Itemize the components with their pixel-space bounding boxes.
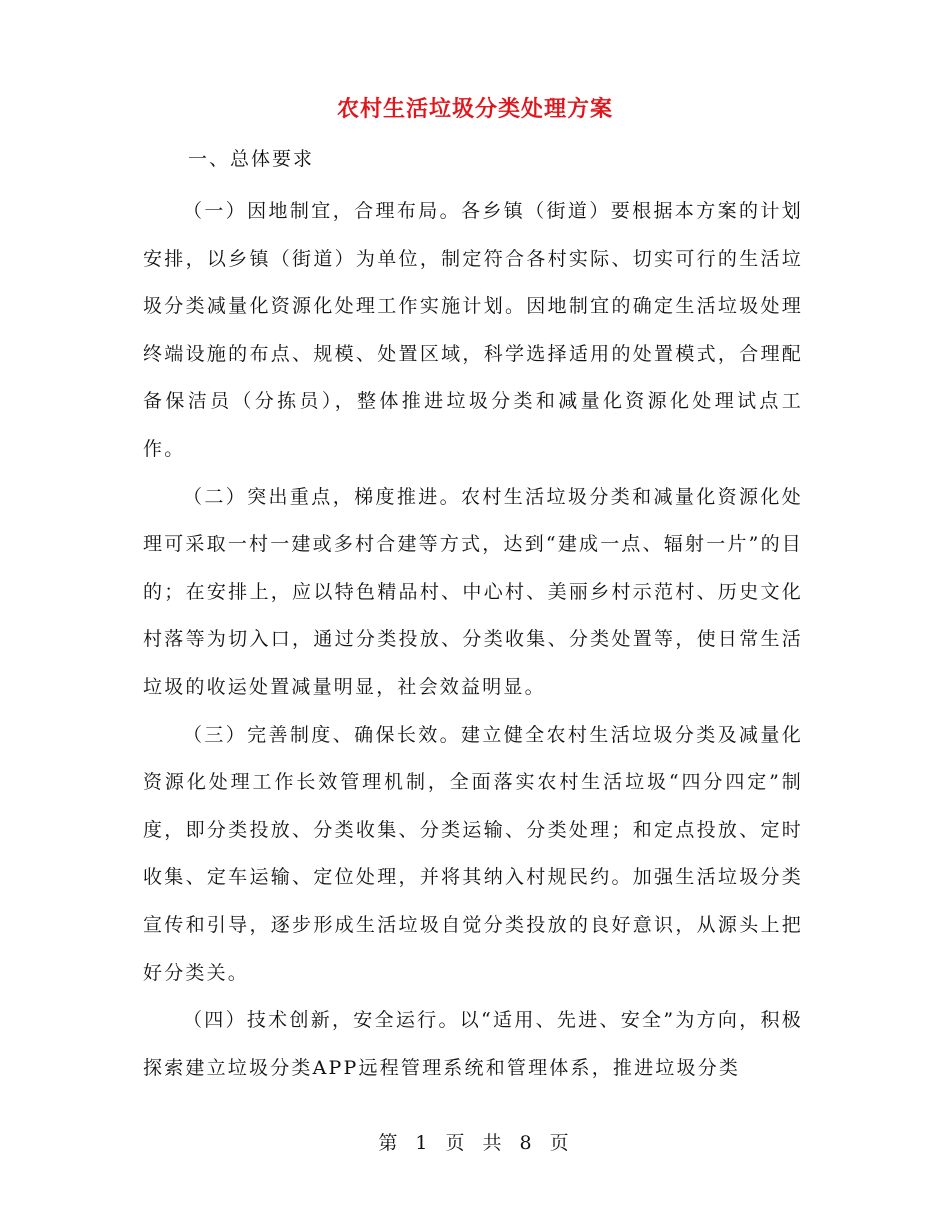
page-number-footer: 第 1 页 共 8 页 [378,1132,572,1154]
paragraph-4: （四）技术创新，安全运行。以“适用、先进、安全”为方向，积极探索建立垃圾分类APP远程管理系统和管理体系，推进垃圾分类 [143,1009,803,1079]
document-title: 农村生活垃圾分类处理方案 [336,96,613,122]
paragraph-1: （一）因地制宜，合理布局。各乡镇（街道）要根据本方案的计划安排，以乡镇（街道）为单位，制定符合各村实际、切实可行的生活垃圾分类减量化资源化处理工作实施计划。因地制宜的确定生活垃圾处理终端设施的布点、规模、处置区域，科学选择适用的处置模式，合理配备保洁员（分拣员），整体推进垃圾分类和减量化资源化处理试点工作。 [143,200,803,460]
section-heading: 一、总体要求 [188,148,315,170]
document-body [143,188,803,1092]
paragraph-3: （三）完善制度、确保长效。建立健全农村生活垃圾分类及减量化资源化处理工作长效管理机制，全面落实农村生活垃圾“四分四定”制度，即分类投放、分类收集、分类运输、分类处理；和定点投放、定时收集、定车运输、定位处理，并将其纳入村规民约。加强生活垃圾分类宣传和引导，逐步形成生活垃圾自觉分类投放的良好意识，从源头上把好分类关。 [143,723,803,984]
paragraph-2: （二）突出重点，梯度推进。农村生活垃圾分类和减量化资源化处理可采取一村一建或多村合建等方式，达到“建成一点、辐射一片”的目的；在安排上，应以特色精品村、中心村、美丽乡村示范村、历史文化村落等为切入口，通过分类投放、分类收集、分类处置等，使日常生活垃圾的收运处置减量明显，社会效益明显。 [143,485,803,698]
